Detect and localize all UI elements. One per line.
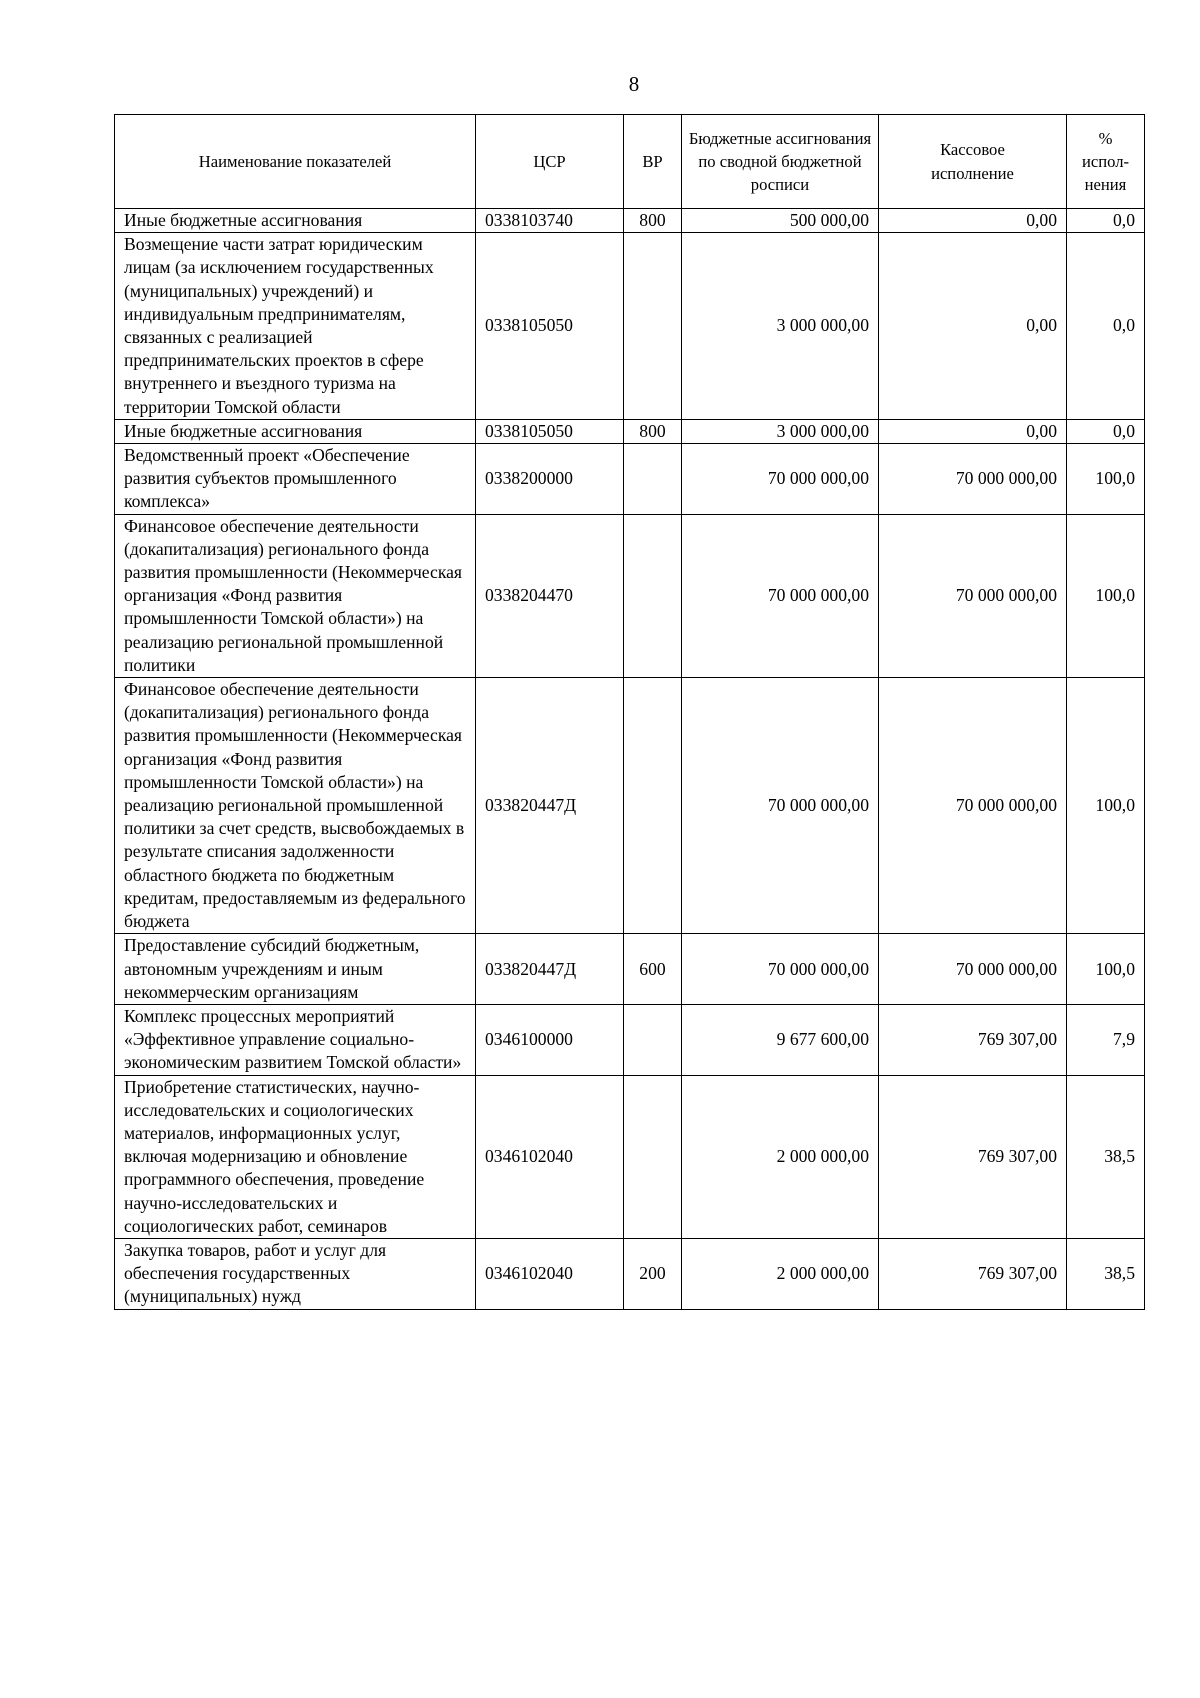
row-percent: 7,9 xyxy=(1067,1004,1145,1075)
row-csr: 0338105050 xyxy=(476,233,624,420)
row-vr: 200 xyxy=(624,1238,682,1309)
table-row xyxy=(115,1238,1145,1309)
row-name: Ведомственный проект «Обеспечение развития субъектов промышленного комплекса» xyxy=(115,444,476,515)
row-name: Возмещение части затрат юридическим лицам (за исключением государственных (муниципальных) учреждений) и индивидуальным предпринимателям, связанных с реализацией предпринимательских проектов в сфере внутреннего и въездного туризма на территории Томской области xyxy=(115,233,476,420)
row-csr: 0338103740 xyxy=(476,209,624,233)
row-vr xyxy=(624,444,682,515)
row-csr: 033820447Д xyxy=(476,934,624,1005)
row-vr xyxy=(624,514,682,677)
row-execution: 0,00 xyxy=(879,233,1067,420)
table-row xyxy=(115,934,1145,1005)
row-percent: 0,0 xyxy=(1067,419,1145,443)
row-name: Иные бюджетные ассигнования xyxy=(115,419,476,443)
table-row xyxy=(115,1075,1145,1238)
budget-execution-table xyxy=(114,114,1145,1310)
row-csr: 0338105050 xyxy=(476,419,624,443)
row-name: Приобретение статистических, научно-исследовательских и социологических материалов, информационных услуг, включая модернизацию и обновление программного обеспечения, проведение научно-исследовательских и социологических работ, семинаров xyxy=(115,1075,476,1238)
page-number: 8 xyxy=(628,72,640,96)
row-percent: 100,0 xyxy=(1067,514,1145,677)
table-row xyxy=(115,419,1145,443)
row-execution: 70 000 000,00 xyxy=(879,514,1067,677)
table-row xyxy=(115,233,1145,420)
header-vr: ВР xyxy=(624,115,682,209)
row-vr xyxy=(624,678,682,934)
row-name: Финансовое обеспечение деятельности (докапитализация) регионального фонда развития промышленности (Некоммерческая организация «Фонд развития промышленности Томской области») на реализацию региональной промышленной политики за счет средств, высвобождаемых в результате списания задолженности областного бюджета по бюджетным кредитам, предоставляемым из федерального бюджета xyxy=(115,678,476,934)
row-name: Закупка товаров, работ и услуг для обеспечения государственных (муниципальных) нужд xyxy=(115,1238,476,1309)
row-execution: 70 000 000,00 xyxy=(879,678,1067,934)
row-vr xyxy=(624,1075,682,1238)
row-allocations: 3 000 000,00 xyxy=(682,233,879,420)
row-csr: 0346102040 xyxy=(476,1238,624,1309)
row-allocations: 500 000,00 xyxy=(682,209,879,233)
row-allocations: 70 000 000,00 xyxy=(682,934,879,1005)
row-percent: 100,0 xyxy=(1067,934,1145,1005)
row-vr xyxy=(624,233,682,420)
row-name: Финансовое обеспечение деятельности (докапитализация) регионального фонда развития промышленности (Некоммерческая организация «Фонд развития промышленности Томской области») на реализацию региональной промышленной политики xyxy=(115,514,476,677)
header-allocations: Бюджетные ассигнования по сводной бюджетной росписи xyxy=(682,115,879,209)
row-percent: 0,0 xyxy=(1067,209,1145,233)
row-name: Предоставление субсидий бюджетным, автономным учреждениям и иным некоммерческим организациям xyxy=(115,934,476,1005)
row-percent: 38,5 xyxy=(1067,1238,1145,1309)
header-percent: % испол-нения xyxy=(1067,115,1145,209)
row-csr: 033820447Д xyxy=(476,678,624,934)
row-csr: 0338200000 xyxy=(476,444,624,515)
row-percent: 0,0 xyxy=(1067,233,1145,420)
row-allocations: 70 000 000,00 xyxy=(682,444,879,515)
row-execution: 70 000 000,00 xyxy=(879,444,1067,515)
row-vr: 600 xyxy=(624,934,682,1005)
table-row xyxy=(115,209,1145,233)
row-execution: 769 307,00 xyxy=(879,1004,1067,1075)
row-execution: 70 000 000,00 xyxy=(879,934,1067,1005)
row-allocations: 3 000 000,00 xyxy=(682,419,879,443)
row-allocations: 70 000 000,00 xyxy=(682,678,879,934)
header-name: Наименование показателей xyxy=(115,115,476,209)
row-name: Иные бюджетные ассигнования xyxy=(115,209,476,233)
table-header-row xyxy=(115,115,1145,209)
row-csr: 0346100000 xyxy=(476,1004,624,1075)
row-execution: 769 307,00 xyxy=(879,1238,1067,1309)
row-execution: 0,00 xyxy=(879,419,1067,443)
row-percent: 38,5 xyxy=(1067,1075,1145,1238)
row-vr xyxy=(624,1004,682,1075)
row-csr: 0338204470 xyxy=(476,514,624,677)
table-row xyxy=(115,678,1145,934)
row-allocations: 70 000 000,00 xyxy=(682,514,879,677)
row-allocations: 2 000 000,00 xyxy=(682,1075,879,1238)
row-execution: 0,00 xyxy=(879,209,1067,233)
table-row xyxy=(115,444,1145,515)
row-percent: 100,0 xyxy=(1067,678,1145,934)
row-allocations: 2 000 000,00 xyxy=(682,1238,879,1309)
row-vr: 800 xyxy=(624,419,682,443)
row-percent: 100,0 xyxy=(1067,444,1145,515)
row-allocations: 9 677 600,00 xyxy=(682,1004,879,1075)
row-execution: 769 307,00 xyxy=(879,1075,1067,1238)
table-row xyxy=(115,514,1145,677)
row-vr: 800 xyxy=(624,209,682,233)
header-execution: Кассовое исполнение xyxy=(879,115,1067,209)
header-csr: ЦСР xyxy=(476,115,624,209)
row-name: Комплекс процессных мероприятий «Эффективное управление социально-экономическим развитием Томской области» xyxy=(115,1004,476,1075)
row-csr: 0346102040 xyxy=(476,1075,624,1238)
table-row xyxy=(115,1004,1145,1075)
